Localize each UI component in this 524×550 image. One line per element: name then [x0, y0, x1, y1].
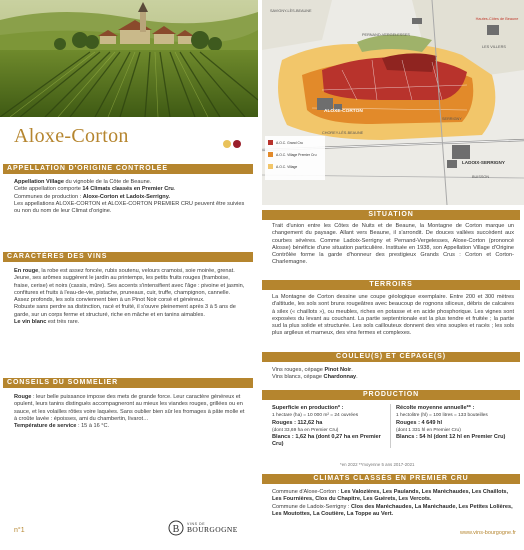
caracteres-text: En rouge, la robe est assez foncée, rubis soutenu, velours cramoisi, soie moirée, grenat. Jeune, ses arômes suggèrent le jardin au printemps, les petits fruits rouges (framboise, fraise, cerise) et noirs (cassis, mûre). Ses accents s'intensifient avec l'âge : pivoine et jasmin, confitures et fruits à l'eau-de-vie, pistache, pruneaux, cuir, truffe, champignon, cannelle. Assez profonds, les sols conviennent bien à un Pinot Noir corsé et généreux. Robuste sans perdre sa distinction, racé et fruité, il s'ouvre pleinement après 3 à 5 ans de garde, sur un corps ferme et structuré, riche en mâche et en tanins aimables. Le vin blanc est très rare.: [14, 268, 245, 326]
production-divider: [390, 404, 391, 448]
logo-bourgogne: BOURGOGNE: [187, 525, 238, 534]
appellation-text: Appellation Village du vignoble de la Côte de Beaune. Cette appellation comporte 14 Climats classés en Premier Cru. Communes de production : Aloxe-Corton et Ladoix-Serrigny. Les appellations ALOXE-CORTON et ALOXE-CORTON PREMIER CRU peuvent être suivies ou non du nom de leur Climat d'origine.: [14, 179, 245, 215]
legend-grand-cru-swatch: [268, 140, 273, 145]
terroirs-text: La Montagne de Corton dessine une coupe géologique exemplaire. Entre 200 et 300 mètres d'altitude, les sols sont bruns rougeâtres avec beaucoup de rognons siliceux, débris de calcaires à silex (« chaillots »), ou meubles, riches en potasse et en acide phosphorique. Les vignes sont exposées du levant au couchant. La partie septentrionale est la plus tendre et fruitée ; la partie sud la plus solide et structurée. Les sols caillouteux donnent des vins souples et racés ; les sols plus argileux et marneux, des vins fermes et complexes.: [272, 294, 514, 337]
legend-premier-cru-swatch: [268, 152, 273, 157]
svg-text:B: B: [172, 524, 180, 535]
hautes-cotes-label: Hautes-Côtes de Beaune: [475, 17, 519, 21]
vineyard-map: [262, 0, 524, 205]
pernand-label: PERNAND-VERGELESSES: [362, 33, 410, 37]
climats-text: Commune d'Aloxe-Corton : Les Valozières, Les Paulands, Les Maréchaudes, Les Chaillots, Les Fournières, Clos du Chapitre, Les Guérets, Les Vercots. Commune de Ladoix-Serrigny : Clos des Maréchaudes, La Maréchaude, Les Petites Lolières, Les Moutottes, La Coutière, La Toppe au Vert.: [272, 489, 513, 517]
white-wine-icon: [223, 140, 231, 148]
red-wine-icon: [233, 140, 241, 148]
production-recolte: Récolte moyenne annuelle** : 1 hectolitre (hl) = 100 litres = 133 bouteilles Rouges : 4 649 hl (dont 1 331 hl en Premier Cru) Blancs : 54 hl (dont 12 hl en Premier Cru): [396, 405, 506, 441]
legend-premier-cru-label: A.O.C. Village Premier Cru: [276, 153, 317, 157]
vineyard-photo: [0, 0, 258, 117]
caracteres-heading: CARACTÈRES DES VINS: [3, 252, 253, 262]
production-superficie: Superficie en production* : 1 hectare (ha) = 10 000 m² = 24 ouvrées Rouges : 112,62 ha (dont 33,69 ha en Premier Cru) Blancs : 1,62 ha (dont 0,27 ha en Premier Cru): [272, 405, 381, 448]
legend-village-label: A.O.C. Village: [276, 165, 298, 169]
terroirs-heading: TERROIRS: [262, 280, 520, 290]
villers-label: LES VILLERS: [482, 45, 506, 49]
legend-grand-cru-label: A.O.C. Grand Cru: [276, 141, 303, 145]
website-url[interactable]: www.vins-bourgogne.fr: [460, 530, 516, 536]
buisson-label: BUISSON: [472, 175, 490, 179]
production-footnote: *en 2022 **moyenne 5 ans 2017-2021: [340, 462, 415, 467]
situation-heading: SITUATION: [262, 210, 520, 220]
logo-vins-de: VINS DE: [187, 521, 206, 526]
situation-text: Trait d'union entre les Côtes de Nuits et de Beaune, la Montagne de Corton marque un changement du paysage. Allant vers Beaune, il s'arrondit. De douces vallées succèdent aux courbes sévères. Comme Ladoix-Serrigny et Pernand-Vergelesses, Aloxe-Corton (prononcé Alosse) bénéficie d'une situation particulière. Instituée en 1938, son Appellation Village d'Origine Contrôlée forme la garde d'honneur des prestigieux Grands Crus : Corton et Corton-Charlemagne.: [272, 223, 514, 266]
sommelier-heading: CONSEILS DU SOMMELIER: [3, 378, 253, 388]
bourgogne-b-icon: [168, 518, 184, 538]
couleurs-text: Vins rouges, cépage Pinot Noir. Vins blancs, cépage Chardonnay.: [272, 367, 358, 381]
legend-village-swatch: [268, 164, 273, 169]
couleurs-heading: COULEU(S) ET CÉPAGE(S): [262, 352, 520, 362]
production-heading: PRODUCTION: [262, 390, 520, 400]
appellation-heading: APPELLATION D'ORIGINE CONTRÔLÉE: [3, 164, 253, 174]
climats-heading: CLIMATS CLASSÉS EN PREMIER CRU: [262, 474, 520, 484]
page-title: Aloxe-Corton: [14, 125, 129, 147]
ladoix-label: LADOIX-SERRIGNY: [462, 160, 505, 165]
chorey-label: CHOREY-LÈS-BEAUNE: [322, 131, 364, 135]
savigny-label: SAVIGNY-LÈS-BEAUNE: [270, 9, 312, 13]
sommelier-text: Rouge : leur belle puissance impose des mets de grande force. Leur caractère généreux et opulent, leurs tanins distingués accompagneront au mieux les viandes rouges, grillées ou en sauce, et les volailles rôties voire laquées. Sans oublier bien sûr les fromages à pâte molle et à croûte lavée : époisses, ami du chambertin, livarot… Température de service : 15 à 16 °C.: [14, 394, 245, 430]
aloxe-label: ALOXE-CORTON: [324, 109, 363, 114]
bourgogne-logo: [168, 518, 238, 538]
serrigny-label: SERRIGNY: [442, 117, 462, 121]
page-number: n°1: [14, 527, 25, 534]
